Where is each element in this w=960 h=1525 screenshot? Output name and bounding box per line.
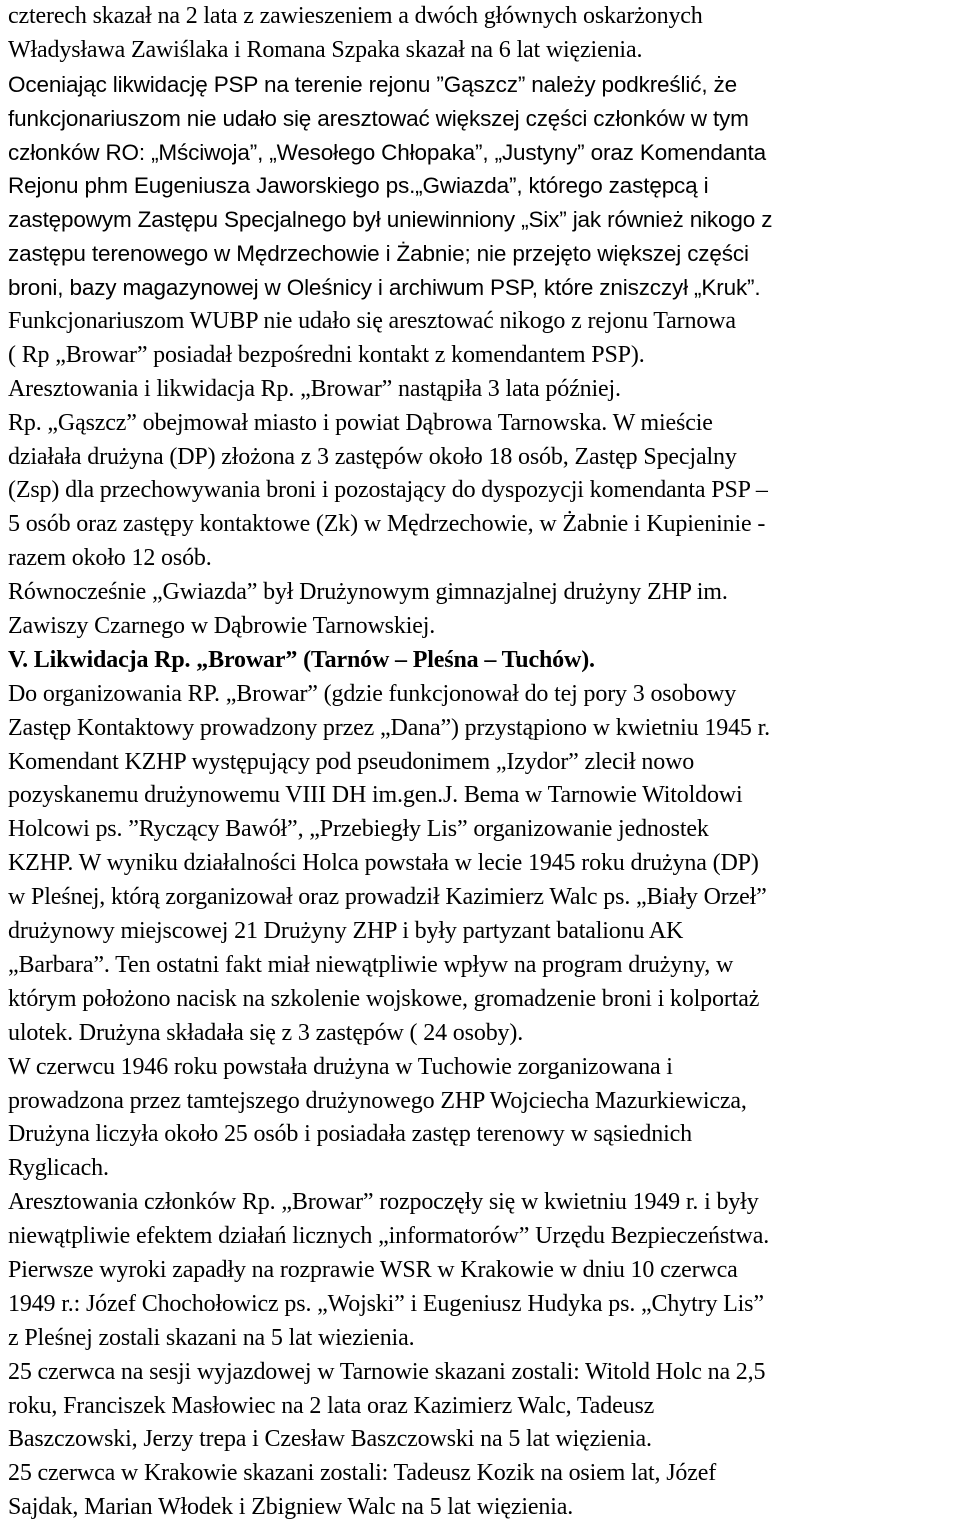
text-line: Aresztowania członków Rp. „Browar” rozpoczęły się w kwietniu 1949 r. i były xyxy=(8,1189,759,1216)
text-line: (Zsp) dla przechowywania broni i pozostający do dyspozycji komendanta PSP – xyxy=(8,477,768,504)
text-line: Władysława Zawiślaka i Romana Szpaka skazał na 6 lat więzienia. xyxy=(8,36,643,63)
text-line: Baszczowski, Jerzy trepa i Czesław Baszczowski na 5 lat więzienia. xyxy=(8,1426,652,1453)
text-line: „Barbara”. Ten ostatni fakt miał niewątpliwie wpływ na program drużyny, w xyxy=(8,951,734,978)
text-line: KZHP. W wyniku działalności Holca powstała w lecie 1945 roku drużyna (DP) xyxy=(8,850,759,877)
text-line: Oceniając likwidację PSP na terenie rejonu ”Gąszcz” należy podkreślić, że xyxy=(8,71,737,97)
text-line: ulotek. Drużyna składała się z 3 zastępów ( 24 osoby). xyxy=(8,1019,524,1046)
text-line: zastępu terenowego w Mędrzechowie i Żabnie; nie przejęto większej części xyxy=(8,241,749,267)
text-line: 5 osób oraz zastępy kontaktowe (Zk) w Mędrzechowie, w Żabnie i Kupieninie - xyxy=(8,511,766,538)
text-line: niewątpliwie efektem działań licznych „informatorów” Urzędu Bezpieczeństwa. xyxy=(8,1223,770,1250)
text-line: Równocześnie „Gwiazda” był Drużynowym gimnazjalnej drużyny ZHP im. xyxy=(8,579,728,606)
text-line: ( Rp „Browar” posiadał bezpośredni kontakt z komendantem PSP). xyxy=(8,341,645,368)
text-line: roku, Franciszek Masłowiec na 2 lata oraz Kazimierz Walc, Tadeusz xyxy=(8,1392,655,1419)
text-line: Komendant KZHP występujący pod pseudonimem „Izydor” zlecił nowo xyxy=(8,748,695,775)
text-line: Do organizowania RP. „Browar” (gdzie funkcjonował do tej pory 3 osobowy xyxy=(8,680,737,707)
text-line: W czerwcu 1946 roku powstała drużyna w Tuchowie zorganizowana i xyxy=(8,1053,673,1080)
text-line: drużynowy miejscowej 21 Drużyny ZHP i były partyzant batalionu AK xyxy=(8,918,684,945)
text-line: członków RO: „Mściwoja”, „Wesołego Chłopaka”, „Justyny” oraz Komendanta xyxy=(8,139,766,165)
text-line: Funkcjonariuszom WUBP nie udało się aresztować nikogo z rejonu Tarnowa xyxy=(8,308,736,335)
text-line: Drużyna liczyła około 25 osób i posiadała zastęp terenowy w sąsiednich xyxy=(8,1121,692,1148)
text-line: Ryglicach. xyxy=(8,1155,109,1182)
text-line: Pierwsze wyroki zapadły na rozprawie WSR w Krakowie w dniu 10 czerwca xyxy=(8,1256,738,1283)
text-line: Zastęp Kontaktowy prowadzony przez „Dana”) przystąpiono w kwietniu 1945 r. xyxy=(8,714,770,741)
text-line: z Pleśnej zostali skazani na 5 lat wiezienia. xyxy=(8,1324,415,1351)
text-line: w Pleśnej, którą zorganizował oraz prowadził Kazimierz Walc ps. „Biały Orzeł” xyxy=(8,884,767,911)
text-line: razem około 12 osób. xyxy=(8,545,212,572)
text-line: Rejonu phm Eugeniusza Jaworskiego ps.„Gwiazda”, którego zastępcą i xyxy=(8,173,709,199)
text-line: działała drużyna (DP) złożona z 3 zastępów około 18 osób, Zastęp Specjalny xyxy=(8,443,737,470)
text-line: Holcowi ps. ”Ryczący Bawół”, „Przebiegły Lis” organizowanie jednostek xyxy=(8,816,709,843)
text-line: 1949 r.: Józef Chochołowicz ps. „Wojski” i Eugeniusz Hudyka ps. „Chytry Lis” xyxy=(8,1290,764,1317)
text-line: broni, bazy magazynowej w Oleśnicy i archiwum PSP, które zniszczył „Kruk”. xyxy=(8,275,761,301)
text-line: którym położono nacisk na szkolenie wojskowe, gromadzenie broni i kolportaż xyxy=(8,985,760,1012)
text-line: prowadzona przez tamtejszego drużynowego ZHP Wojciecha Mazurkiewicza, xyxy=(8,1087,747,1114)
text-line: Aresztowania i likwidacja Rp. „Browar” nastąpiła 3 lata później. xyxy=(8,375,621,402)
text-line: Sajdak, Marian Włodek i Zbigniew Walc na 5 lat więzienia. xyxy=(8,1494,574,1521)
text-line: Rp. „Gąszcz” obejmował miasto i powiat Dąbrowa Tarnowska. W mieście xyxy=(8,409,713,436)
text-line: pozyskanemu drużynowemu VIII DH im.gen.J. Bema w Tarnowie Witoldowi xyxy=(8,782,743,809)
text-line: Zawiszy Czarnego w Dąbrowie Tarnowskiej. xyxy=(8,613,436,640)
text-line: 25 czerwca na sesji wyjazdowej w Tarnowie skazani zostali: Witold Holc na 2,5 xyxy=(8,1358,766,1385)
section-heading: V. Likwidacja Rp. „Browar” (Tarnów – Pleśna – Tuchów). xyxy=(8,646,595,673)
text-line: czterech skazał na 2 lata z zawieszeniem a dwóch głównych oskarżonych xyxy=(8,3,703,29)
text-line: 25 czerwca w Krakowie skazani zostali: Tadeusz Kozik na osiem lat, Józef xyxy=(8,1460,717,1487)
text-line: zastępowym Zastępu Specjalnego był uniewinniony „Six” jak również nikogo z xyxy=(8,207,773,233)
text-line: funkcjonariuszom nie udało się aresztować większej części członków w tym xyxy=(8,105,749,131)
